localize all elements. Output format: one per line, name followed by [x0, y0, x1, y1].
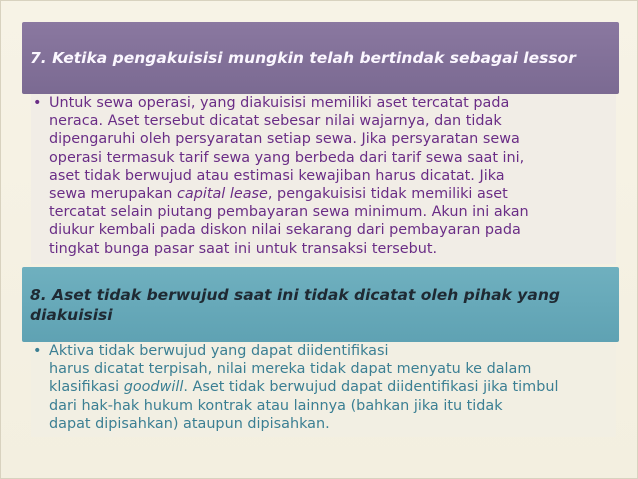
- paragraph-line: dapat dipisahkan) ataupun dipisahkan.: [49, 415, 330, 432]
- paragraph-line: Untuk sewa operasi, yang diakuisisi memiliki aset tercatat pada: [49, 95, 510, 111]
- paragraph-line: harus dicatat terpisah, nilai mereka tidak dapat menyatu ke dalam: [49, 361, 532, 378]
- section-8-paragraph: [49, 342, 616, 433]
- paragraph-line: aset tidak berwujud atau estimasi kewajiban harus dicatat. Jika: [49, 167, 505, 184]
- paragraph-line: Aktiva tidak berwujud yang dapat diidentifikasi: [49, 343, 389, 359]
- paragraph-line: [49, 378, 616, 396]
- capital-lease-term: capital lease: [176, 186, 268, 203]
- section-7-heading-text: 7. Ketika pengakuisisi mungkin telah bertindak sebagai lessor: [30, 49, 576, 67]
- paragraph-line-end: , pengakuisisi tidak memiliki aset: [267, 186, 508, 203]
- section-7-body: [31, 94, 616, 264]
- section-8-heading-line-1: 8. Aset tidak berwujud saat ini tidak dicatat oleh pihak yang: [30, 285, 560, 304]
- paragraph-line-start: sewa merupakan: [49, 186, 177, 203]
- section-7-paragraph: [49, 94, 616, 258]
- bullet-icon: •: [33, 343, 42, 359]
- paragraph-line: tingkat bunga pasar saat ini untuk transaksi tersebut.: [49, 240, 438, 257]
- goodwill-term: goodwill: [123, 379, 184, 396]
- paragraph-line: tercatat selain piutang pembayaran sewa minimum. Akun ini akan: [49, 204, 529, 221]
- paragraph-line: diukur kembali pada diskon nilai sekarang dari pembayaran pada: [49, 222, 521, 239]
- paragraph-line-start: klasifikasi: [49, 379, 124, 396]
- section-8-heading-line-2: diakuisisi: [30, 305, 113, 324]
- section-7-heading: [22, 22, 619, 94]
- paragraph-line-end: . Aset tidak berwujud dapat diidentifikasi jika timbul: [183, 379, 559, 396]
- paragraph-line: operasi termasuk tarif sewa yang berbeda dari tarif sewa saat ini,: [49, 149, 525, 166]
- paragraph-line: dari hak-hak hukum kontrak atau lainnya (bahkan jika itu tidak: [49, 397, 503, 414]
- paragraph-line: [49, 185, 616, 203]
- bullet-icon: •: [33, 95, 42, 111]
- paragraph-line: dipengaruhi oleh persyaratan setiap sewa. Jika persyaratan sewa: [49, 131, 520, 148]
- section-8-body: [31, 342, 616, 437]
- paragraph-line: neraca. Aset tersebut dicatat sebesar nilai wajarnya, dan tidak: [49, 113, 502, 130]
- section-8-heading: [22, 267, 619, 342]
